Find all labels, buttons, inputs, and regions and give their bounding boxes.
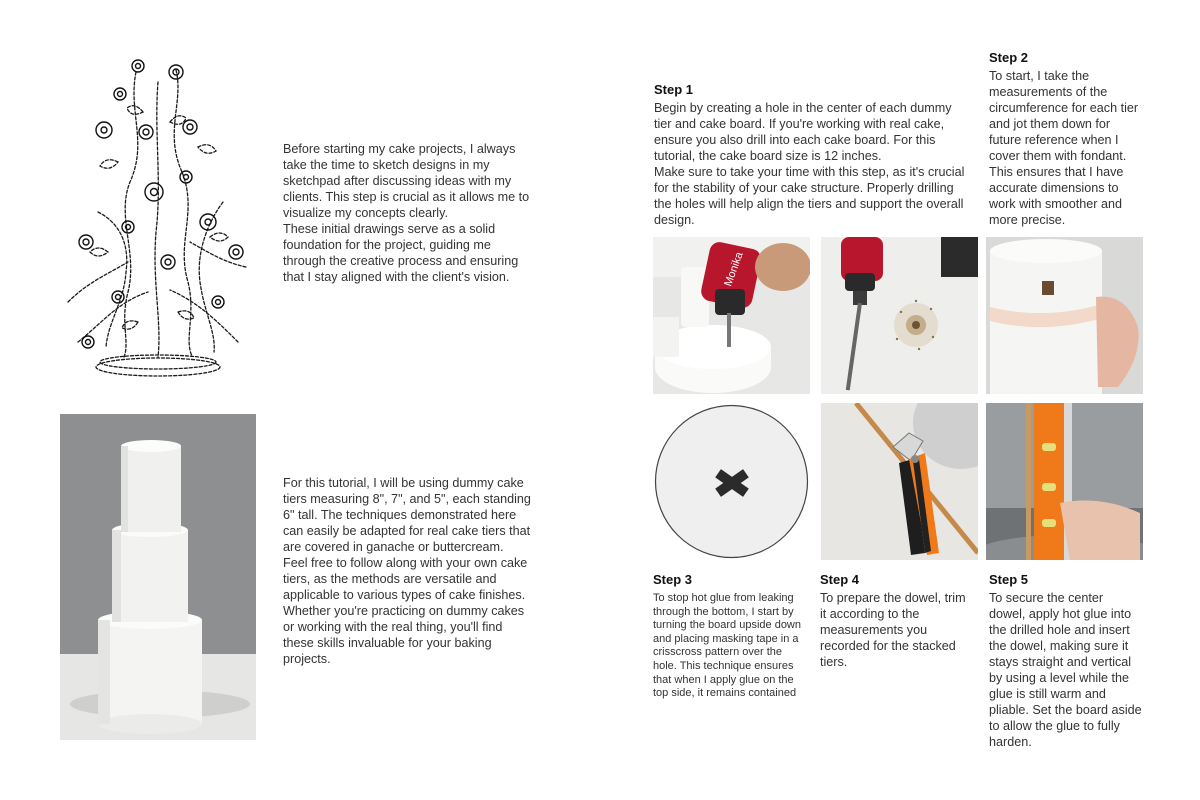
text-line: accurate dimensions to <box>989 181 1119 195</box>
text-line: Make sure to take your time with this step, as it's crucial <box>654 165 965 179</box>
text-line: and jot them down for <box>989 117 1111 131</box>
text-line: foundation for the project, guiding me <box>283 238 491 252</box>
text-line: pliable. Set the board aside <box>989 703 1142 717</box>
text-line: recorded for the stacked <box>820 639 956 653</box>
text-line: or working with the real thing, you'll find <box>283 620 503 634</box>
pruner-cutting-dowel-photo <box>821 403 978 560</box>
text-line: tutorial, the cake board size is 12 inches. <box>654 149 882 163</box>
text-line: tier and cake board. If you're working with real cake, <box>654 117 945 131</box>
text-line: For this tutorial, I will be using dummy cake <box>283 476 524 490</box>
text-line: These initial drawings serve as a solid <box>283 222 496 236</box>
step-4-title: Step 4 <box>820 572 860 587</box>
text-line: sketchpad after discussing ideas with my <box>283 174 512 188</box>
step-2 <box>989 50 1159 228</box>
level-on-dowel-photo <box>986 403 1143 560</box>
step-5 <box>989 572 1159 750</box>
text-line: Begin by creating a hole in the center of each dummy <box>654 101 952 115</box>
text-line: tiers, as the methods are versatile and <box>283 572 497 586</box>
text-line: for the stability of your cake structure. Properly drilling <box>654 181 954 195</box>
step-5-title: Step 5 <box>989 572 1029 587</box>
drill-photo <box>653 237 810 394</box>
text-line: can easily be adapted for real cake tiers that <box>283 524 531 538</box>
drill-brand-label: Monika <box>722 250 746 288</box>
step-2-title: Step 2 <box>989 50 1029 65</box>
step-4 <box>820 572 982 670</box>
text-line: To start, I take the <box>989 69 1090 83</box>
drill-shavings-photo <box>821 237 978 394</box>
sketch-description <box>283 141 543 285</box>
text-line: hole. This technique ensures <box>653 659 794 672</box>
text-line: To secure the center <box>989 591 1104 605</box>
text-line: crisscross pattern over the <box>653 646 782 659</box>
text-line: cover them with fondant. <box>989 149 1127 163</box>
text-line: dowel, apply hot glue into <box>989 607 1132 621</box>
text-line: turning the board upside down <box>653 619 801 632</box>
text-line: through the creative process and ensuring <box>283 254 519 268</box>
text-line: This ensures that I have <box>989 165 1124 179</box>
text-line: Whether you're practicing on dummy cakes <box>283 604 525 618</box>
text-line: Before starting my cake projects, I always <box>283 142 516 156</box>
text-line: that I stay aligned with the client's vision. <box>283 270 510 284</box>
text-line: through the bottom, I start by <box>653 605 794 618</box>
text-line: the dowel, making sure it <box>989 639 1129 653</box>
text-line: tiers measuring 8", 7", and 5", each standing <box>283 492 531 506</box>
cake-sketch-illustration <box>58 52 258 387</box>
text-line: to allow the glue to fully <box>989 719 1120 733</box>
text-line: the drilled hole and insert <box>989 623 1130 637</box>
text-line: it according to the <box>820 607 920 621</box>
text-line: work with smoother and <box>989 197 1122 211</box>
text-line: stays straight and vertical <box>989 655 1132 669</box>
text-line: design. <box>654 213 695 227</box>
text-line: applicable to various types of cake finishes. <box>283 588 526 602</box>
text-line: the holes will help align the tiers and support the overall <box>654 197 964 211</box>
text-line: that when I apply glue on the <box>653 673 794 686</box>
text-line: harden. <box>989 735 1032 749</box>
text-line: tiers. <box>820 655 848 669</box>
text-line: clients. This step is crucial as it allows me to <box>283 190 530 204</box>
cake-board-tape-photo <box>653 403 810 560</box>
text-line: measurements you <box>820 623 928 637</box>
text-line: are covered in ganache or buttercream. <box>283 540 504 554</box>
text-line: visualize my concepts clearly. <box>283 206 448 220</box>
tiers-description <box>283 475 543 667</box>
text-line: ensure you also drill into each cake board. For this <box>654 133 936 147</box>
step-3 <box>653 572 818 701</box>
text-line: top side, it remains contained <box>653 687 797 700</box>
text-line: Feel free to follow along with your own cake <box>283 556 528 570</box>
text-line: these skills invaluable for your baking <box>283 636 492 650</box>
text-line: measurements of the <box>989 85 1108 99</box>
step-1-title: Step 1 <box>654 82 694 97</box>
text-line: 6" tall. The techniques demonstrated here <box>283 508 517 522</box>
step-3-title: Step 3 <box>653 572 693 587</box>
step-1 <box>654 82 984 228</box>
text-line: projects. <box>283 652 331 666</box>
text-line: future reference when I <box>989 133 1119 147</box>
text-line: To stop hot glue from leaking <box>653 592 794 604</box>
text-line: To prepare the dowel, trim <box>820 591 966 605</box>
text-line: take the time to sketch designs in my <box>283 158 490 172</box>
styrofoam-tiers-photo <box>60 414 256 740</box>
text-line: glue is still warm and <box>989 687 1106 701</box>
tape-measure-photo <box>986 237 1143 394</box>
text-line: and placing masking tape in a <box>653 632 799 645</box>
text-line: by using a level while the <box>989 671 1130 685</box>
text-line: more precise. <box>989 213 1066 227</box>
text-line: circumference for each tier <box>989 101 1139 115</box>
